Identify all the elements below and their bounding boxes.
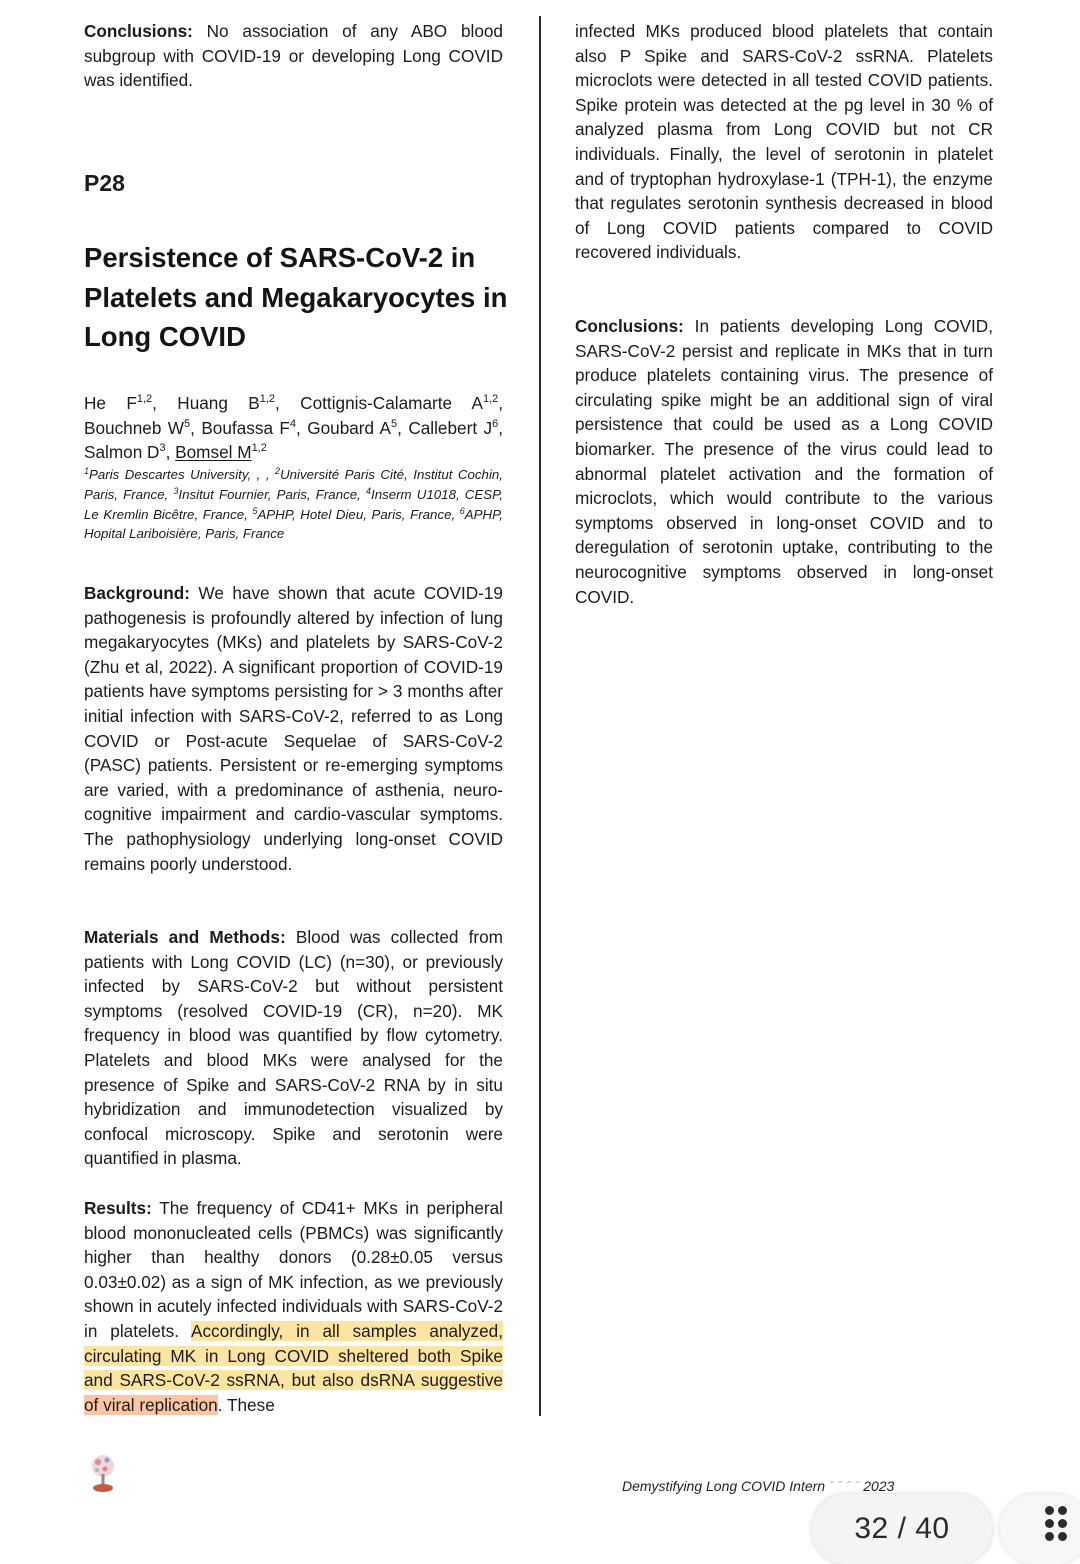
abstract-title: Persistence of SARS-CoV-2 in Platelets and Megakaryocytes in Long COVID: [84, 242, 508, 352]
conclusions-section: [575, 314, 993, 609]
section-text: Blood was collected from patients with Long COVID (LC) (n=30), or previously infected by SARS-CoV-2 but without persistent symptoms (resolved COVID-19 (CR), n=20). MK frequency in blood was quantified by flow cytometry. Platelets and blood MKs were analysed for the presence of Spike and SARS-CoV-2 RNA by in situ hybridization and immunodetection visualized by confocal microscopy. Spike and serotonin were quantified in plasma.: [84, 927, 503, 1169]
conference-footer: Demystifying Long COVID Intern ˆ ˆ ˆ ˆ 2023: [622, 1478, 895, 1494]
page-number: 32 / 40: [854, 1512, 950, 1545]
prev-conclusions: [84, 19, 503, 93]
thumbnail-grid-button[interactable]: [1000, 1494, 1080, 1564]
section-text: The frequency of CD41+ MKs in peripheral blood mononucleated cells (PBMCs) was significantly higher than healthy donors (0.28±0.05 versus 0.03±0.02) as a sign of MK infection, as we previously shown in acutely infected individuals with SARS-CoV-2 in platelets.: [84, 1198, 503, 1341]
results-continued: infected MKs produced blood platelets that contain also P Spike and SARS-CoV-2 ssRNA. Platelets microclots were detected in all tested COVID patients. Spike protein was detected at the pg level in 30 % of analyzed plasma from Long COVID but not CR individuals. Finally, the level of serotonin in platelet and of tryptophan hydroxylase-1 (TPH-1), the enzyme that regulates serotonin synthesis decreased in blood of Long COVID patients compared to COVID recovered individuals.: [575, 21, 993, 263]
highlighted-text: Accordingly, in all samples analyzed, circulating MK in Long COVID sheltered both Spike and SARS-CoV-2 ssRNA, but also dsRNA suggestive: [84, 1320, 503, 1391]
methods-section: [84, 925, 503, 1171]
abstract-id: P28: [84, 170, 125, 196]
section-text: In patients developing Long COVID, SARS-CoV-2 persist and replicate in MKs that in turn produce platelets containing virus. The presence of circulating spike might be an additional sign of viral persistence that could be used as a Long COVID biomarker. The presence of the virus could lead to abnormal platelet activation and the formation of microclots, which would contribute to the various symptoms observed in long-onset COVID and to deregulation of serotonin uptake, contributing to the neurocognitive symptoms observed in long-onset COVID.: [575, 316, 993, 607]
section-label: Background:: [84, 583, 190, 603]
section-label: Conclusions:: [575, 316, 684, 336]
page-indicator[interactable]: [812, 1494, 992, 1564]
column-divider: [539, 16, 541, 1416]
section-label: Materials and Methods:: [84, 927, 286, 947]
author-list: He F$^{1,2}$, Huang B$^{1,2}$, Cottignis-Calamarte A$^{1,2}$, Bouchneb $W^5$, Boufassa $F^4$, Goubard $A^5$, Callebert $J^6$, Salmon $D^3$, Bomsel M$^{1,2}$: [84, 393, 504, 463]
section-text: We have shown that acute COVID-19 pathogenesis is profoundly altered by infection of lung megakaryocytes (MKs) and platelets by SARS-CoV-2 (Zhu et al, 2022). A significant proportion of COVID-19 patients have symptoms persisting for > 3 months after initial infection with SARS-CoV-2, referred to as Long COVID or Post-acute Sequelae of SARS-CoV-2 (PASC) patients. Persistent or re-emerging symptoms are varied, with a predominance of asthenia, neuro-cognitive impairment and cardio-vascular symptoms. The pathophysiology underlying long-onset COVID remains poorly understood.: [84, 583, 503, 874]
highlighted-text-strong: of viral replication: [84, 1394, 218, 1415]
section-label: Results:: [84, 1198, 152, 1218]
results-section: Results: The frequency of CD41+ MKs in peripheral blood mononucleated cells (PBMCs) was significantly higher than healthy donors (0.28±0.05 versus 0.03±0.02) as a sign of MK infection, as we previously shown in acutely infected individuals with SARS-CoV-2 in platelets. Accordingly, in all samples analyzed, circulating MK in Long COVID sheltered both Spike and SARS-CoV-2 ssRNA, but also dsRNA suggestive of viral replication. These: [84, 1198, 503, 1415]
section-label: Conclusions:: [84, 21, 193, 41]
affiliations: $^1$Paris Descartes University, , , $^2$Université Paris Cité, Institut Cochin, Paris, France, $^3$Insitut Fournier, Paris, France, $^4$Inserm U1018, CESP, Le Kremlin Bicêtre, France, $^5$APHP, Hotel Dieu, Paris, France, $^6$APHP, Hopital Lariboisière, Paris, France: [84, 466, 503, 542]
conference-logo-icon: [86, 1452, 120, 1496]
section-text: No association of any ABO blood subgroup with COVID-19 or developing Long COVID was identified.: [84, 21, 503, 91]
background-section: [84, 581, 503, 876]
presenting-author: Bomsel M: [175, 442, 252, 463]
